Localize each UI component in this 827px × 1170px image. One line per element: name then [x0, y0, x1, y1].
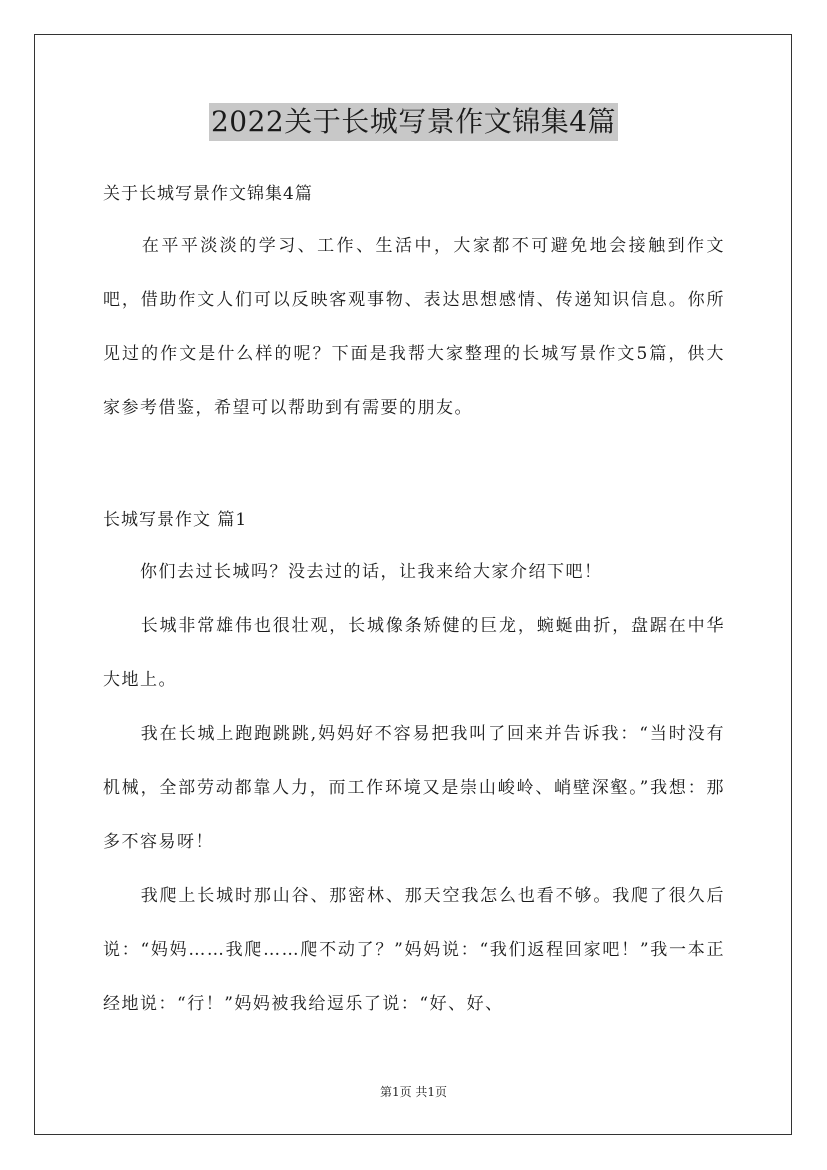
- document-title: 2022关于长城写景作文锦集4篇: [209, 103, 618, 141]
- title-container: [0, 103, 827, 141]
- body-paragraph-1: 你们去过长城吗？没去过的话，让我来给大家介绍下吧！: [103, 562, 603, 582]
- body-paragraph-2: 长城非常雄伟也很壮观，长城像条矫健的巨龙，蜿蜒曲折，盘踞在中华大地上。: [103, 616, 725, 690]
- intro-paragraph: 在平平淡淡的学习、工作、生活中，大家都不可避免地会接触到作文吧，借助作文人们可以反映客观事物、表达思想感情、传递知识信息。你所见过的作文是什么样的呢？下面是我帮大家整理的长城写景作文5篇，供大家参考借鉴，希望可以帮助到有需要的朋友。: [103, 236, 725, 418]
- section-heading: 长城写景作文 篇1: [103, 510, 248, 530]
- document-subtitle: 关于长城写景作文锦集4篇: [103, 184, 313, 204]
- page-footer: 第1页 共1页: [379, 1085, 448, 1099]
- body-paragraph-4: 我爬上长城时那山谷、那密林、那天空我怎么也看不够。我爬了很久后说：“妈妈……我爬……爬不动了？”妈妈说：“我们返程回家吧！”我一本正经地说：“行！”妈妈被我给逗乐了说：“好、好、: [103, 886, 725, 1014]
- body-paragraph-3: 我在长城上跑跑跳跳,妈妈好不容易把我叫了回来并告诉我：“当时没有机械，全部劳动都靠人力，而工作环境又是崇山峻岭、峭壁深壑。”我想：那多不容易呀！: [103, 724, 725, 852]
